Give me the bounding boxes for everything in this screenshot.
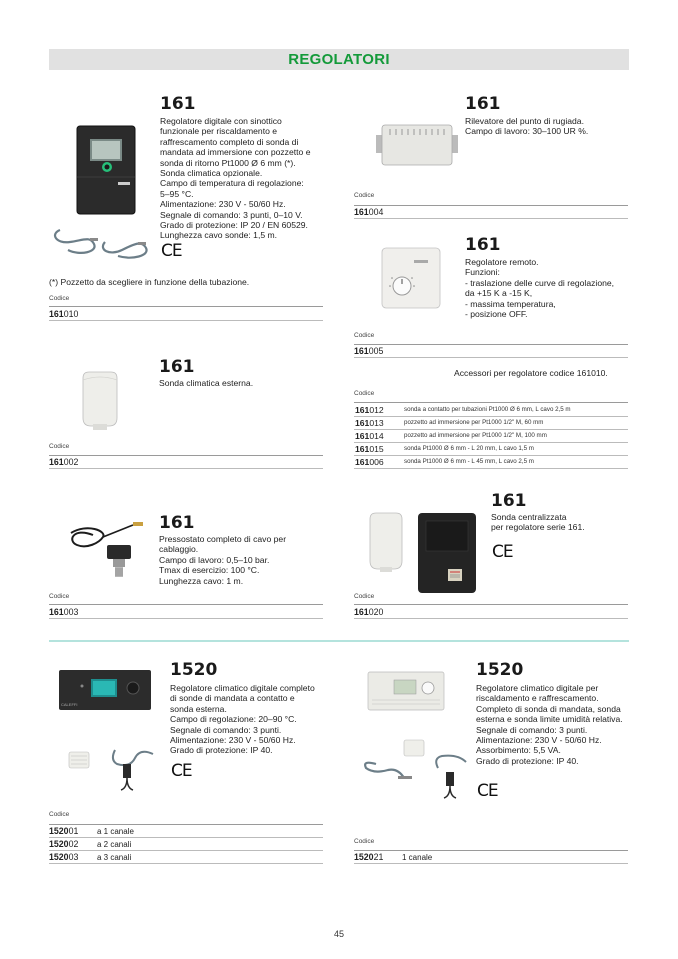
variant-code: 152001: [49, 826, 79, 836]
accessory-description: pozzetto ad immersione per Pt1000 1/2" M, 100 mm: [404, 432, 547, 439]
ce-mark: CE: [492, 542, 513, 562]
section-banner: [49, 49, 629, 70]
divider: [354, 344, 628, 345]
pressure-switch-image: [63, 517, 148, 582]
code-label: Codice: [49, 811, 70, 818]
product-code: 161005: [354, 346, 384, 356]
series-number: 161: [160, 94, 196, 114]
product-description: Regolatore remoto. Funzioni: - traslazione delle curve di regolazione, da +15 K a -15 K, - massima temperatura, - posizione OFF.: [465, 257, 615, 320]
product-description: Regolatore digitale con sinottico funzionale per riscaldamento e raffrescamento completo di sonda di mandata ad immersione con pozzetto e sonda di ritorno Pt1000 Ø 6 mm (*). Sonda climatica opzionale. Campo di temperatura di regolazione: 5–95 °C. Alimentazione: 230 V - 50/60 Hz. Segnale di comando: 3 punti, 0–10 V. Grado di protezione: IP 20 / EN 60529. Lunghezza cavo sonde: 1,5 m.: [160, 116, 311, 241]
divider: [354, 618, 628, 619]
code-label: Codice: [354, 838, 375, 845]
code-label: Codice: [354, 390, 375, 397]
section-separator: [49, 640, 629, 642]
variant-code: 152021: [354, 852, 384, 862]
divider: [354, 402, 628, 403]
page-number: 45: [333, 929, 344, 939]
divider: [49, 320, 323, 321]
table-row: [354, 443, 628, 455]
table-row: [354, 456, 628, 468]
variant-code: 152002: [49, 839, 79, 849]
variant-description: a 1 canale: [97, 827, 134, 836]
accessory-description: sonda a contatto per tubazioni Pt1000 Ø 6 mm, L cavo 2,5 m: [404, 406, 571, 413]
product-description: Rilevatore del punto di rugiada. Campo di lavoro: 30–100 UR %.: [465, 116, 589, 137]
accessory-code: 161015: [355, 444, 384, 454]
product-description: Regolatore climatico digitale per riscaldamento e raffrescamento. Completo di sonda di mandata, sonda esterna e sonda limite umidità relativa. Segnale di comando: 3 punti. Alimentazione: 230 V - 50/60 Hz. Assorbimento: 5,5 VA. Grado di protezione: IP 40.: [476, 683, 623, 766]
product-code: 161010: [49, 309, 79, 319]
accessory-code: 161013: [355, 418, 384, 428]
series-number: 1520: [170, 660, 218, 680]
product-code: 161020: [354, 607, 384, 617]
divider: [49, 306, 323, 307]
climatic-regulator-1520-image: [55, 668, 165, 798]
divider: [49, 604, 323, 605]
ce-mark: CE: [477, 781, 498, 801]
divider: [354, 604, 628, 605]
series-number: 161: [465, 94, 501, 114]
code-label: Codice: [49, 443, 70, 450]
accessory-code: 161006: [355, 457, 384, 467]
dew-point-sensor-image: [372, 115, 462, 170]
accessory-code: 161012: [355, 405, 384, 415]
series-number: 161: [159, 357, 195, 377]
accessories-title: Accessori per regolatore codice 161010.: [454, 368, 608, 378]
variant-description: a 2 canali: [97, 840, 132, 849]
section-title: REGOLATORI: [288, 51, 390, 68]
table-row: [354, 430, 628, 442]
code-label: Codice: [354, 332, 375, 339]
variant-description: a 3 canali: [97, 853, 132, 862]
central-probe-image: [366, 509, 486, 595]
series-number: 161: [159, 513, 195, 533]
brand-text: CALEFFI: [61, 702, 78, 707]
code-label: Codice: [354, 192, 375, 199]
footnote: (*) Pozzetto da scegliere in funzione della tubazione.: [49, 277, 250, 287]
climatic-regulator-1520-21-image: [358, 668, 473, 813]
product-code: 161002: [49, 457, 79, 467]
product-code: 161004: [354, 207, 384, 217]
divider: [49, 455, 323, 456]
ce-mark: CE: [171, 761, 192, 781]
accessory-description: sonda Pt1000 Ø 6 mm - L 45 mm, L cavo 2,5 m: [404, 458, 534, 465]
code-label: Codice: [49, 295, 70, 302]
product-description: Sonda climatica esterna.: [159, 378, 254, 388]
series-number: 161: [491, 491, 527, 511]
code-label: Codice: [354, 593, 375, 600]
product-code: 161003: [49, 607, 79, 617]
divider: [49, 468, 323, 469]
series-number: 161: [465, 235, 501, 255]
divider: [49, 618, 323, 619]
divider: [354, 205, 628, 206]
remote-regulator-image: [380, 246, 442, 310]
table-row: [354, 417, 628, 429]
table-row: [354, 404, 628, 416]
accessory-description: pozzetto ad immersione per Pt1000 1/2" M, 60 mm: [404, 419, 544, 426]
divider: [354, 218, 628, 219]
regulator-161010-image: [50, 122, 150, 267]
product-description: Pressostato completo di cavo per cablaggio. Campo di lavoro: 0,5–10 bar. Tmax di esercizio: 100 °C. Lunghezza cavo: 1 m.: [159, 534, 287, 586]
divider: [354, 863, 628, 864]
variant-code: 152003: [49, 852, 79, 862]
divider: [49, 863, 323, 864]
divider: [354, 468, 628, 469]
ce-mark: CE: [161, 241, 182, 261]
code-label: Codice: [49, 593, 70, 600]
variant-description: 1 canale: [402, 853, 433, 862]
accessory-code: 161014: [355, 431, 384, 441]
product-description: Regolatore climatico digitale completo di sonde di mandata a contatto e sonda esterna. Campo di regolazione: 20–90 °C. Segnale di comando: 3 punti. Alimentazione: 230 V - 50/60 Hz. Grado di protezione: IP 40.: [170, 683, 315, 756]
accessory-description: sonda Pt1000 Ø 6 mm - L 20 mm, L cavo 1,5 m: [404, 445, 534, 452]
divider: [354, 357, 628, 358]
product-description: Sonda centralizzata per regolatore serie 161.: [491, 512, 585, 533]
outdoor-probe-image: [75, 368, 125, 430]
series-number: 1520: [476, 660, 524, 680]
